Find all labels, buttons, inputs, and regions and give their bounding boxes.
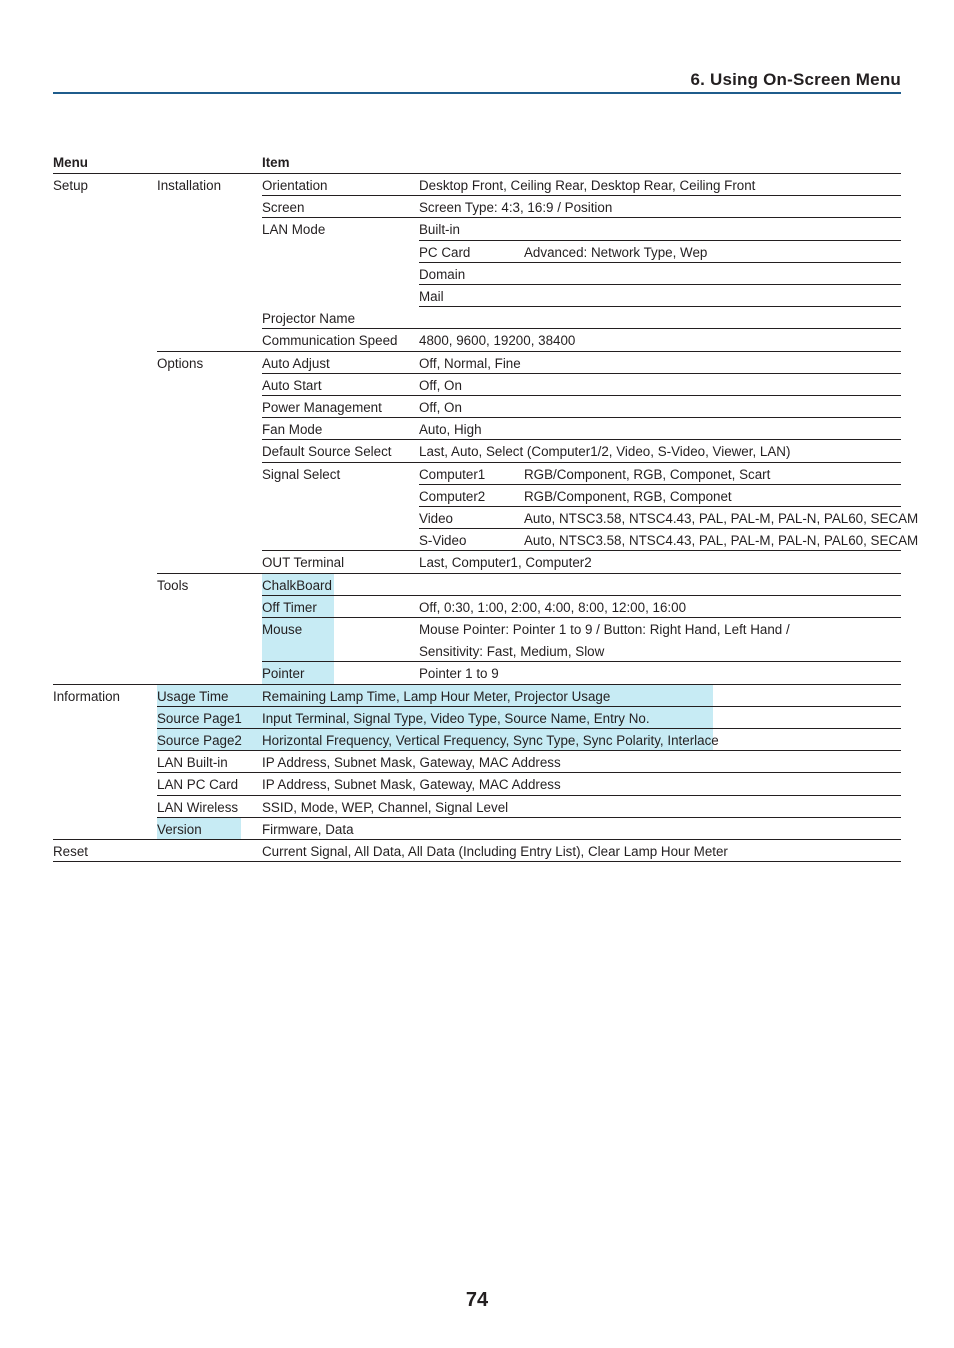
table-cell: 4800, 9600, 19200, 38400 <box>419 333 576 349</box>
table-cell: Off, 0:30, 1:00, 2:00, 4:00, 8:00, 12:00, 16:00 <box>419 599 687 615</box>
table-cell: Usage Time <box>157 688 229 704</box>
table-cell: Advanced: Network Type, Wep <box>524 244 708 260</box>
table-cell: Computer2 <box>419 488 486 504</box>
table-rule <box>262 373 901 374</box>
table-cell: Projector Name <box>262 311 356 327</box>
menu-table <box>53 151 919 863</box>
table-cell: Mouse Pointer: Pointer 1 to 9 / Button: Right Hand, Left Hand / <box>419 622 790 637</box>
table-cell: IP Address, Subnet Mask, Gateway, MAC Address <box>262 777 561 793</box>
table-cell: Installation <box>157 178 222 193</box>
table-cell: LAN Wireless <box>157 799 239 815</box>
table-cell: Domain <box>419 266 466 282</box>
table-cell: Signal Select <box>262 466 341 482</box>
table-cell: Built-in <box>419 222 460 238</box>
table-cell: Off, Normal, Fine <box>419 355 521 371</box>
table-cell: Computer1 <box>419 466 486 482</box>
table-cell: Information <box>53 688 120 704</box>
table-cell: Off Timer <box>262 599 317 615</box>
table-cell: Pointer <box>262 666 305 682</box>
table-cell: LAN PC Card <box>157 777 239 793</box>
table-cell: Auto, NTSC3.58, NTSC4.43, PAL, PAL-M, PAL-N, PAL60, SECAM <box>524 533 919 549</box>
table-cell: Horizontal Frequency, Vertical Frequency, Sync Type, Sync Polarity, Interlace <box>262 733 719 748</box>
table-cell: IP Address, Subnet Mask, Gateway, MAC Address <box>262 755 561 771</box>
table-cell: Screen Type: 4:3, 16:9 / Position <box>419 200 613 216</box>
header-rule <box>53 92 901 94</box>
table-cell: Sensitivity: Fast, Medium, Slow <box>419 644 605 660</box>
table-rule <box>419 284 901 285</box>
page-number: 74 <box>465 1289 489 1311</box>
column-header-menu: Menu <box>53 155 88 170</box>
table-cell: S-Video <box>419 533 467 549</box>
table-cell: SSID, Mode, WEP, Channel, Signal Level <box>262 799 509 815</box>
table-cell: Off, On <box>419 400 462 415</box>
table-cell: OUT Terminal <box>262 555 345 571</box>
table-cell: Communication Speed <box>262 333 398 349</box>
table-cell: Auto, High <box>419 422 482 438</box>
table-cell: Source Page1 <box>157 710 242 726</box>
table-cell: Default Source Select <box>262 444 392 460</box>
table-cell: ChalkBoard <box>262 577 332 593</box>
table-cell: LAN Built-in <box>157 755 228 771</box>
table-cell: Auto, NTSC3.58, NTSC4.43, PAL, PAL-M, PAL-N, PAL60, SECAM <box>524 511 919 526</box>
table-cell: RGB/Component, RGB, Componet <box>524 488 732 504</box>
table-cell: Auto Adjust <box>262 355 330 371</box>
table-cell: Setup <box>53 178 88 193</box>
table-cell: Last, Auto, Select (Computer1/2, Video, S-Video, Viewer, LAN) <box>419 444 791 460</box>
table-cell: Options <box>157 355 204 371</box>
table-cell: Mail <box>419 289 444 304</box>
table-cell: Firmware, Data <box>262 821 354 837</box>
table-cell: Auto Start <box>262 377 322 393</box>
table-cell: RGB/Component, RGB, Componet, Scart <box>524 466 771 482</box>
table-cell: Mouse <box>262 622 303 637</box>
table-cell: Off, On <box>419 377 462 393</box>
table-cell: Tools <box>157 577 189 593</box>
table-cell: Remaining Lamp Time, Lamp Hour Meter, Projector Usage <box>262 688 611 704</box>
table-cell: PC Card <box>419 244 471 260</box>
table-cell: Current Signal, All Data, All Data (Including Entry List), Clear Lamp Hour Meter <box>262 844 728 859</box>
table-cell: Desktop Front, Ceiling Rear, Desktop Rear, Ceiling Front <box>419 178 756 193</box>
table-cell: Orientation <box>262 178 328 193</box>
table-cell: Last, Computer1, Computer2 <box>419 555 592 571</box>
table-cell: Fan Mode <box>262 422 323 438</box>
table-rule <box>419 306 901 307</box>
table-cell: Screen <box>262 200 305 216</box>
table-cell: Source Page2 <box>157 733 242 748</box>
table-cell: Video <box>419 511 454 526</box>
column-header-item: Item <box>262 155 290 170</box>
table-cell: Input Terminal, Signal Type, Video Type, Source Name, Entry No. <box>262 710 650 726</box>
table-cell: Version <box>157 821 202 837</box>
table-cell: Power Management <box>262 400 382 415</box>
table-cell: Reset <box>53 844 88 859</box>
page-header-title: 6. Using On-Screen Menu <box>690 70 901 89</box>
table-cell: LAN Mode <box>262 222 326 238</box>
table-cell: Pointer 1 to 9 <box>419 666 499 682</box>
